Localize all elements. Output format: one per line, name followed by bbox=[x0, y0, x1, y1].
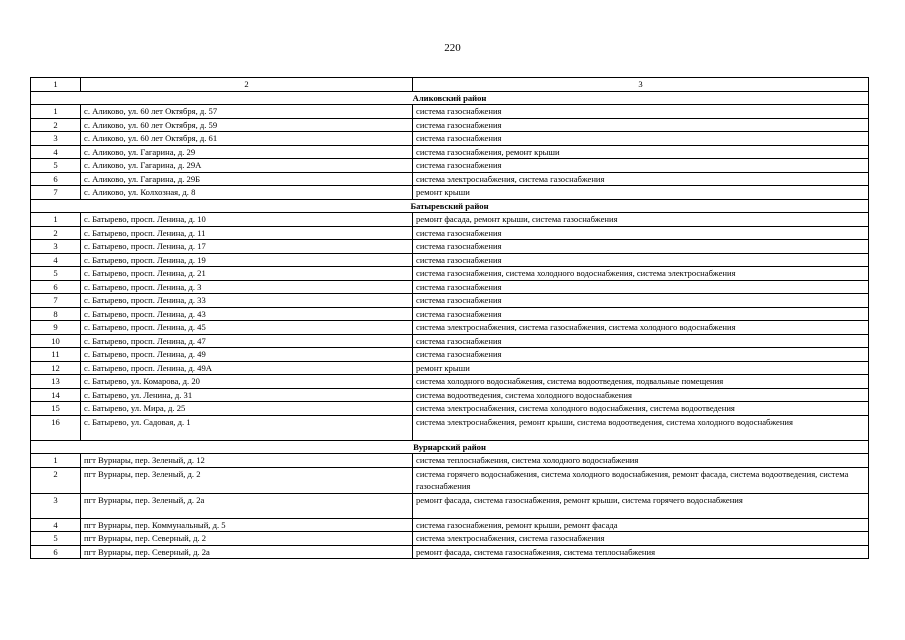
row-address: с. Батырево, просп. Ленина, д. 11 bbox=[81, 226, 413, 240]
row-address: с. Аликово, ул. 60 лет Октября, д. 57 bbox=[81, 105, 413, 119]
row-works: система водоотведения, система холодного водоснабжения bbox=[413, 388, 869, 402]
row-works: система газоснабжения bbox=[413, 105, 869, 119]
row-works: система газоснабжения bbox=[413, 240, 869, 254]
table-row bbox=[31, 226, 869, 240]
table-row bbox=[31, 118, 869, 132]
row-address: с. Батырево, ул. Ленина, д. 31 bbox=[81, 388, 413, 402]
table-row bbox=[31, 145, 869, 159]
row-works: ремонт крыши bbox=[413, 361, 869, 375]
row-works: система газоснабжения bbox=[413, 348, 869, 362]
row-number: 11 bbox=[31, 348, 81, 362]
row-number: 3 bbox=[31, 493, 81, 518]
row-address: с. Батырево, просп. Ленина, д. 49 bbox=[81, 348, 413, 362]
row-works: система газоснабжения, ремонт крыши bbox=[413, 145, 869, 159]
header-col-1: 1 bbox=[31, 78, 81, 92]
table-row bbox=[31, 454, 869, 468]
table-row bbox=[31, 172, 869, 186]
row-works: система газоснабжения bbox=[413, 334, 869, 348]
row-address: с. Аликово, ул. Колхозная, д. 8 bbox=[81, 186, 413, 200]
row-number: 1 bbox=[31, 105, 81, 119]
row-address: пгт Вурнары, пер. Северный, д. 2а bbox=[81, 545, 413, 559]
row-works: система электроснабжения, система газоснабжения, система холодного водоснабжения bbox=[413, 321, 869, 335]
row-works: ремонт фасада, ремонт крыши, система газоснабжения bbox=[413, 213, 869, 227]
row-number: 2 bbox=[31, 118, 81, 132]
row-address: с. Аликово, ул. 60 лет Октября, д. 61 bbox=[81, 132, 413, 146]
row-address: с. Батырево, просп. Ленина, д. 17 bbox=[81, 240, 413, 254]
row-address: с. Батырево, ул. Садовая, д. 1 bbox=[81, 415, 413, 440]
row-address: с. Батырево, просп. Ленина, д. 45 bbox=[81, 321, 413, 335]
row-number: 6 bbox=[31, 545, 81, 559]
table-row bbox=[31, 253, 869, 267]
row-works: система холодного водоснабжения, система водоотведения, подвальные помещения bbox=[413, 375, 869, 389]
section-title: Батыревский район bbox=[31, 199, 869, 213]
row-works: система газоснабжения bbox=[413, 253, 869, 267]
table-row bbox=[31, 493, 869, 518]
row-address: пгт Вурнары, пер. Зеленый, д. 12 bbox=[81, 454, 413, 468]
row-works: система газоснабжения bbox=[413, 280, 869, 294]
row-number: 1 bbox=[31, 213, 81, 227]
row-number: 2 bbox=[31, 467, 81, 493]
table-row bbox=[31, 294, 869, 308]
row-works: ремонт крыши bbox=[413, 186, 869, 200]
row-address: пгт Вурнары, пер. Северный, д. 2 bbox=[81, 532, 413, 546]
table-row bbox=[31, 348, 869, 362]
table-row bbox=[31, 467, 869, 493]
buildings-table bbox=[30, 77, 869, 559]
row-works: система газоснабжения, система холодного водоснабжения, система электроснабжения bbox=[413, 267, 869, 281]
table-row bbox=[31, 518, 869, 532]
row-number: 12 bbox=[31, 361, 81, 375]
table-row bbox=[31, 415, 869, 440]
row-works: система газоснабжения bbox=[413, 294, 869, 308]
section-row bbox=[31, 91, 869, 105]
table-row bbox=[31, 334, 869, 348]
row-works: система газоснабжения bbox=[413, 118, 869, 132]
table-row bbox=[31, 321, 869, 335]
row-works: система газоснабжения bbox=[413, 132, 869, 146]
table-row bbox=[31, 267, 869, 281]
row-number: 7 bbox=[31, 294, 81, 308]
row-address: с. Батырево, просп. Ленина, д. 47 bbox=[81, 334, 413, 348]
row-number: 14 bbox=[31, 388, 81, 402]
row-works: система горячего водоснабжения, система холодного водоснабжения, ремонт фасада, система водоотведения, система газоснабжения bbox=[413, 467, 869, 493]
section-title: Аликовский район bbox=[31, 91, 869, 105]
table-row bbox=[31, 361, 869, 375]
row-number: 3 bbox=[31, 132, 81, 146]
table-row bbox=[31, 532, 869, 546]
table-row bbox=[31, 240, 869, 254]
row-works: ремонт фасада, система газоснабжения, ремонт крыши, система горячего водоснабжения bbox=[413, 493, 869, 518]
row-number: 8 bbox=[31, 307, 81, 321]
header-row bbox=[31, 78, 869, 92]
table-row bbox=[31, 402, 869, 416]
row-works: система электроснабжения, система газоснабжения bbox=[413, 172, 869, 186]
table-row bbox=[31, 280, 869, 294]
row-address: с. Батырево, ул. Комарова, д. 20 bbox=[81, 375, 413, 389]
row-works: система газоснабжения, ремонт крыши, ремонт фасада bbox=[413, 518, 869, 532]
table-row bbox=[31, 186, 869, 200]
header-col-3: 3 bbox=[413, 78, 869, 92]
row-number: 9 bbox=[31, 321, 81, 335]
row-number: 4 bbox=[31, 518, 81, 532]
table-row bbox=[31, 388, 869, 402]
row-number: 6 bbox=[31, 172, 81, 186]
row-address: с. Аликово, ул. 60 лет Октября, д. 59 bbox=[81, 118, 413, 132]
row-number: 1 bbox=[31, 454, 81, 468]
row-works: система газоснабжения bbox=[413, 226, 869, 240]
row-works: система газоснабжения bbox=[413, 307, 869, 321]
row-number: 5 bbox=[31, 267, 81, 281]
row-number: 3 bbox=[31, 240, 81, 254]
page-number: 220 bbox=[444, 42, 461, 54]
row-address: с. Аликово, ул. Гагарина, д. 29 bbox=[81, 145, 413, 159]
row-address: пгт Вурнары, пер. Зеленый, д. 2а bbox=[81, 493, 413, 518]
table-row bbox=[31, 132, 869, 146]
row-number: 4 bbox=[31, 145, 81, 159]
section-title: Вурнарский район bbox=[31, 440, 869, 454]
row-address: с. Аликово, ул. Гагарина, д. 29А bbox=[81, 159, 413, 173]
row-address: с. Батырево, просп. Ленина, д. 49А bbox=[81, 361, 413, 375]
row-works: система электроснабжения, ремонт крыши, система водоотведения, система холодного водоснабжения bbox=[413, 415, 869, 440]
row-works: система газоснабжения bbox=[413, 159, 869, 173]
row-number: 5 bbox=[31, 532, 81, 546]
header-col-2: 2 bbox=[81, 78, 413, 92]
table-row bbox=[31, 545, 869, 559]
table-row bbox=[31, 375, 869, 389]
row-number: 4 bbox=[31, 253, 81, 267]
section-row bbox=[31, 440, 869, 454]
table-row bbox=[31, 213, 869, 227]
row-address: пгт Вурнары, пер. Зеленый, д. 2 bbox=[81, 467, 413, 493]
row-number: 2 bbox=[31, 226, 81, 240]
row-works: система электроснабжения, система газоснабжения bbox=[413, 532, 869, 546]
table-row bbox=[31, 159, 869, 173]
row-address: с. Батырево, просп. Ленина, д. 19 bbox=[81, 253, 413, 267]
row-address: с. Батырево, просп. Ленина, д. 10 bbox=[81, 213, 413, 227]
row-address: с. Аликово, ул. Гагарина, д. 29Б bbox=[81, 172, 413, 186]
row-address: с. Батырево, просп. Ленина, д. 21 bbox=[81, 267, 413, 281]
row-number: 5 bbox=[31, 159, 81, 173]
table-body bbox=[31, 91, 869, 559]
row-number: 15 bbox=[31, 402, 81, 416]
section-row bbox=[31, 199, 869, 213]
row-number: 16 bbox=[31, 415, 81, 440]
row-address: с. Батырево, просп. Ленина, д. 3 bbox=[81, 280, 413, 294]
table-row bbox=[31, 307, 869, 321]
row-address: с. Батырево, ул. Мира, д. 25 bbox=[81, 402, 413, 416]
table-row bbox=[31, 105, 869, 119]
row-address: с. Батырево, просп. Ленина, д. 43 bbox=[81, 307, 413, 321]
row-number: 7 bbox=[31, 186, 81, 200]
row-address: пгт Вурнары, пер. Коммунальный, д. 5 bbox=[81, 518, 413, 532]
row-works: система теплоснабжения, система холодного водоснабжения bbox=[413, 454, 869, 468]
row-address: с. Батырево, просп. Ленина, д. 33 bbox=[81, 294, 413, 308]
row-number: 13 bbox=[31, 375, 81, 389]
row-works: система электроснабжения, система холодного водоснабжения, система водоотведения bbox=[413, 402, 869, 416]
row-works: ремонт фасада, система газоснабжения, система теплоснабжения bbox=[413, 545, 869, 559]
row-number: 10 bbox=[31, 334, 81, 348]
row-number: 6 bbox=[31, 280, 81, 294]
